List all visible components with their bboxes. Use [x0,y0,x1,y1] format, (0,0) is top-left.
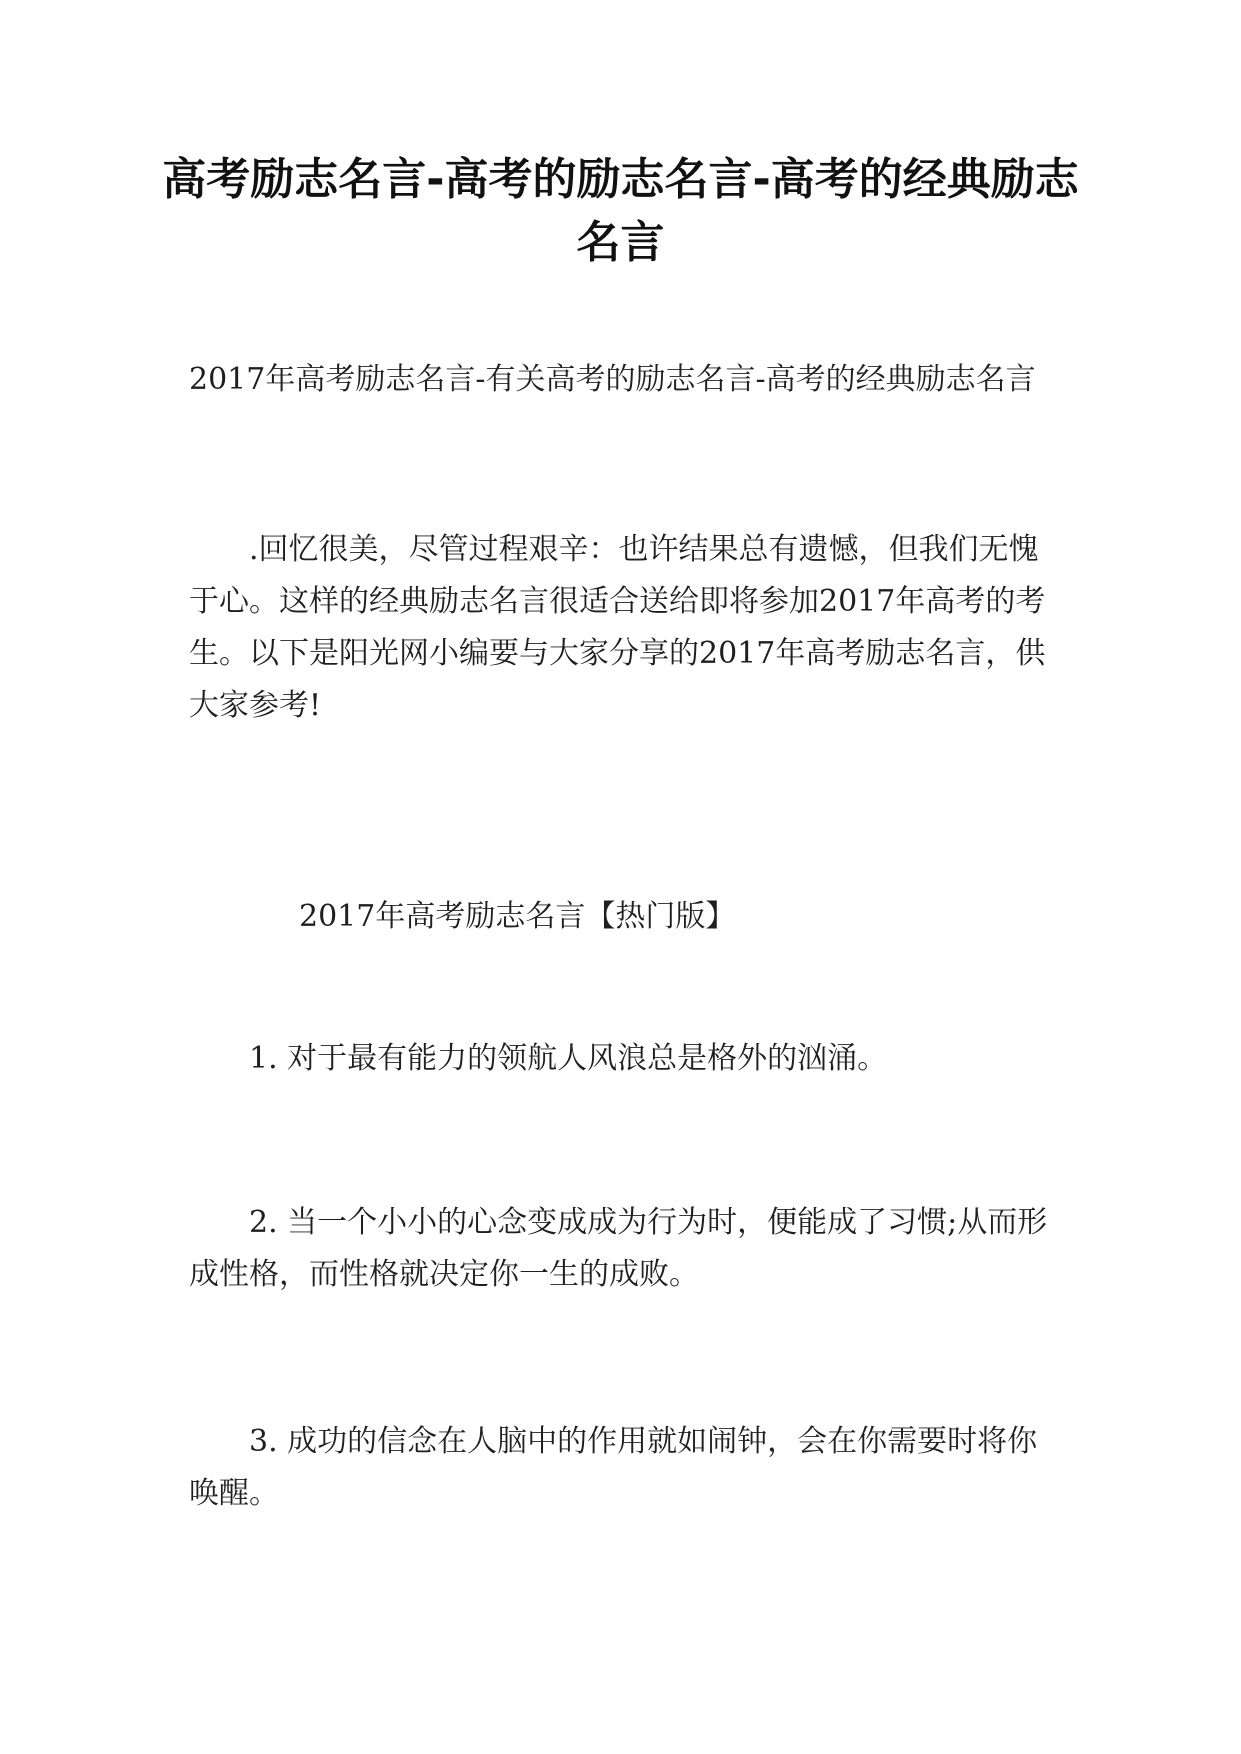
quote-item: 2. 当一个小小的心念变成成为行为时，便能成了习惯;从而形成性格，而性格就决定你一生的成败。 [189,1205,1048,1292]
section-heading: 2017年高考励志名言【热门版】 [299,899,736,934]
document-subtitle: 2017年高考励志名言-有关高考的励志名言-高考的经典励志名言 [189,362,1036,397]
quote-item: 1. 对于最有能力的领航人风浪总是格外的汹涌。 [249,1041,888,1076]
quote-item: 3. 成功的信念在人脑中的作用就如闹钟，会在你需要时将你唤醒。 [189,1424,1038,1511]
intro-paragraph: .回忆很美，尽管过程艰辛：也许结果总有遗憾，但我们无愧于心。这样的经典励志名言很适合送给即将参加2017年高考的考生。以下是阳光网小编要与大家分享的2017年高考励志名言，供大家参考! [189,532,1046,723]
document-title: 高考励志名言-高考的励志名言-高考的经典励志名言 [162,154,1079,268]
